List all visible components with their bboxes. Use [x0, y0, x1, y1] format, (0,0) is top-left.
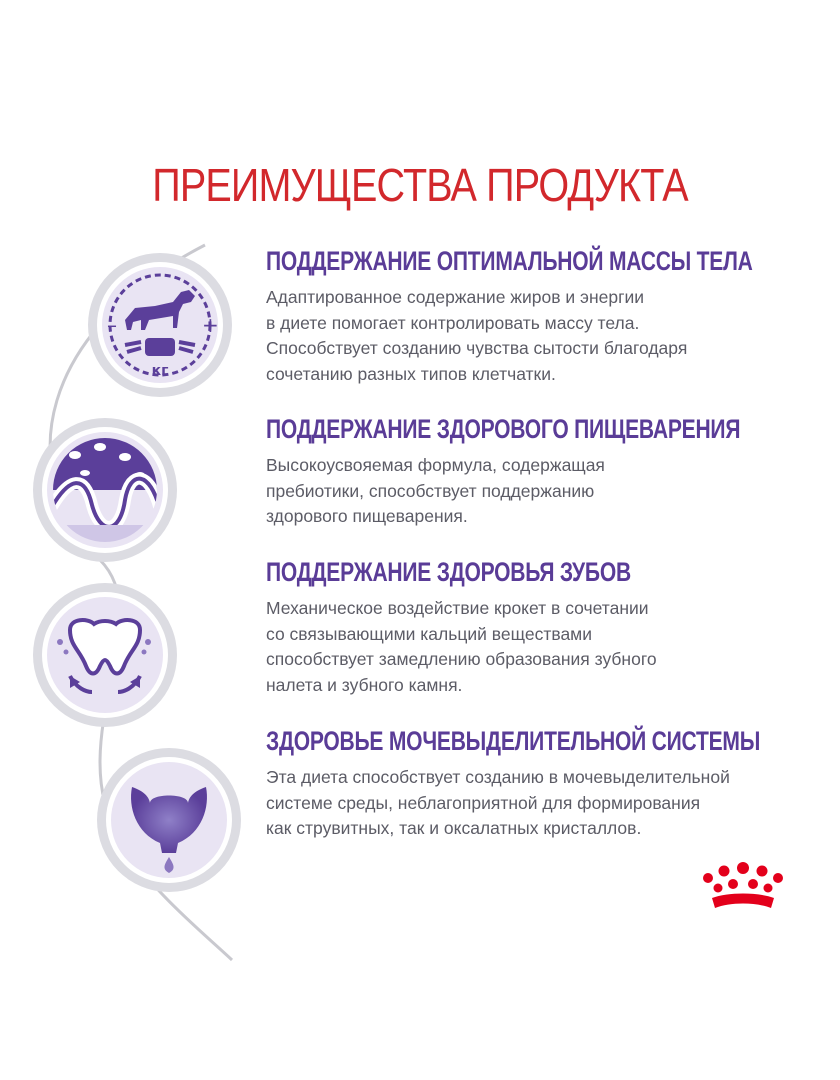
feature-text: Механическое воздействие крокет в сочетании со связывающими кальций веществами способствует замедлению образования зубного налета и зубного камня.	[266, 598, 657, 695]
dog-weight-icon	[85, 250, 235, 400]
feature-urinary	[266, 726, 826, 842]
royal-canin-crown-logo	[698, 862, 788, 918]
digestion-icon	[30, 415, 180, 565]
feature-weight	[266, 246, 826, 387]
feature-heading: ПОДДЕРЖАНИЕ ЗДОРОВОГО ПИЩЕВАРЕНИЯ	[266, 414, 741, 444]
minus-label: –	[107, 313, 117, 337]
feature-text: Адаптированное содержание жиров и энергии в диете помогает контролировать массу тела. Способствует созданию чувства сытости благодаря сочетанию разных типов клетчатки.	[266, 287, 688, 384]
bladder-icon	[94, 745, 244, 895]
page-title: ПРЕИМУЩЕСТВА ПРОДУКТА	[152, 159, 688, 211]
feature-heading: ЗДОРОВЬЕ МОЧЕВЫДЕЛИТЕЛЬНОЙ СИСТЕМЫ	[266, 726, 761, 756]
feature-text: Эта диета способствует созданию в мочевыделительной системе среды, неблагоприятной для формирования как струвитных, так и оксалатных кристаллов.	[266, 767, 730, 838]
feature-heading: ПОДДЕРЖАНИЕ ЗДОРОВЬЯ ЗУБОВ	[266, 557, 631, 587]
tooth-icon	[30, 580, 180, 730]
feature-teeth	[266, 557, 826, 698]
plus-label: +	[202, 313, 219, 337]
feature-heading: ПОДДЕРЖАНИЕ ОПТИМАЛЬНОЙ МАССЫ ТЕЛА	[266, 246, 753, 276]
kg-label: кг	[151, 363, 169, 379]
feature-digestion	[266, 414, 826, 530]
feature-text: Высокоусвояемая формула, содержащая пребиотики, способствует поддержанию здорового пищеварения.	[266, 455, 605, 526]
